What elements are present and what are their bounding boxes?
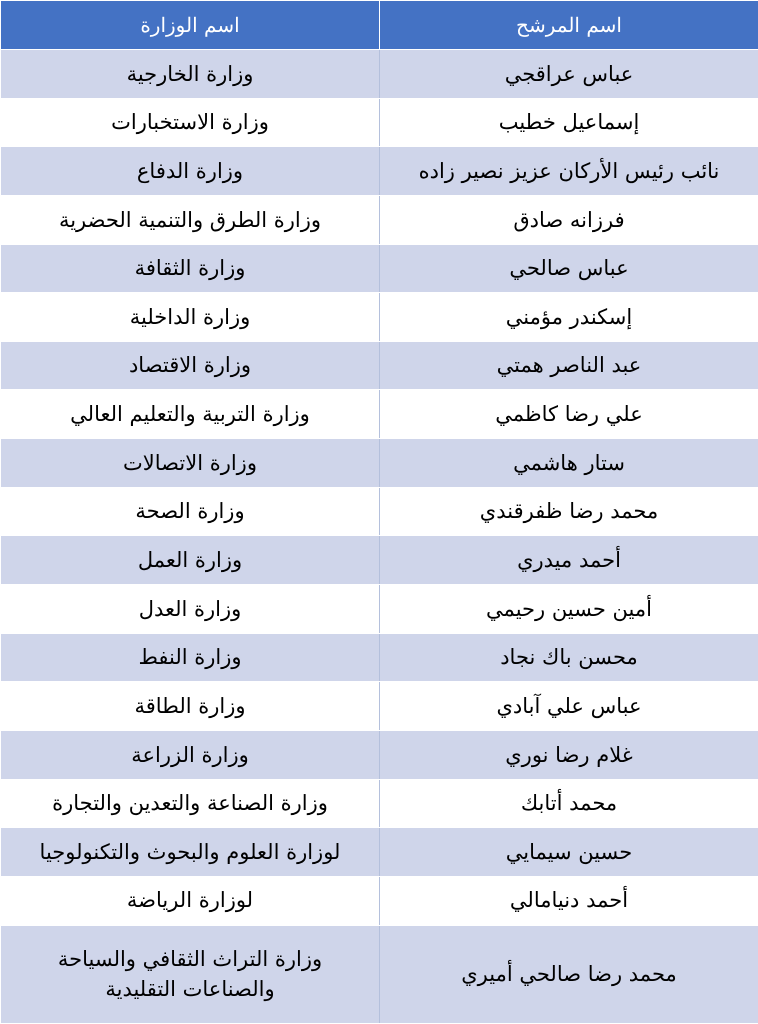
table-row: [1, 439, 758, 488]
header-ministry-name: اسم الوزارة: [1, 1, 380, 50]
ministry-cell: وزارة الخارجية: [1, 50, 380, 99]
ministry-cell: وزارة الثقافة: [1, 244, 380, 293]
candidate-cell: محمد رضا ظفرقندي: [380, 487, 758, 536]
ministry-cell: وزارة الصحة: [1, 487, 380, 536]
candidate-cell: حسين سيمايي: [380, 828, 758, 877]
ministry-cell: وزارة الاتصالات: [1, 439, 380, 488]
candidate-cell: أحمد ميدري: [380, 536, 758, 585]
ministry-cell: وزارة العمل: [1, 536, 380, 585]
candidate-cell: عباس صالحي: [380, 244, 758, 293]
table-row: [1, 147, 758, 196]
ministry-cell: وزارة الدفاع: [1, 147, 380, 196]
table-row: [1, 633, 758, 682]
table-row: [1, 536, 758, 585]
candidate-cell: أحمد دنيامالي: [380, 876, 758, 925]
candidate-cell: عباس علي آبادي: [380, 682, 758, 731]
ministry-cell: وزارة الاستخبارات: [1, 98, 380, 147]
table-row: [1, 585, 758, 634]
ministry-cell: وزارة العدل: [1, 585, 380, 634]
ministry-cell: وزارة الاقتصاد: [1, 341, 380, 390]
candidate-cell: ستار هاشمي: [380, 439, 758, 488]
header-candidate-name: اسم المرشح: [380, 1, 758, 50]
ministry-cell: وزارة النفط: [1, 633, 380, 682]
ministry-cell: وزارة الطرق والتنمية الحضرية: [1, 195, 380, 244]
candidate-cell: غلام رضا نوري: [380, 730, 758, 779]
candidate-cell: فرزانه صادق: [380, 195, 758, 244]
ministry-cell: وزارة الزراعة: [1, 730, 380, 779]
candidate-cell: محمد رضا صالحي أميري: [380, 925, 758, 1023]
table-row: [1, 487, 758, 536]
ministry-cell: وزارة الطاقة: [1, 682, 380, 731]
table-row: [1, 925, 758, 1023]
table-row: [1, 50, 758, 99]
ministry-cell: لوزارة الرياضة: [1, 876, 380, 925]
table-row: [1, 341, 758, 390]
table-row: [1, 98, 758, 147]
candidate-cell: إسكندر مؤمني: [380, 293, 758, 342]
candidate-cell: عباس عراقجي: [380, 50, 758, 99]
candidate-cell: محسن باك نجاد: [380, 633, 758, 682]
ministry-cell: وزارة التربية والتعليم العالي: [1, 390, 380, 439]
table-row: [1, 293, 758, 342]
header-row: [1, 1, 758, 50]
candidate-cell: عبد الناصر همتي: [380, 341, 758, 390]
table-row: [1, 876, 758, 925]
table-row: [1, 779, 758, 828]
table-row: [1, 682, 758, 731]
ministry-cell: لوزارة العلوم والبحوث والتكنولوجيا: [1, 828, 380, 877]
table-body: [1, 50, 758, 1024]
candidate-cell: علي رضا كاظمي: [380, 390, 758, 439]
table-row: [1, 244, 758, 293]
ministry-cell: وزارة الصناعة والتعدين والتجارة: [1, 779, 380, 828]
table-row: [1, 195, 758, 244]
table-row: [1, 730, 758, 779]
ministry-cell: وزارة التراث الثقافي والسياحة والصناعات التقليدية: [1, 925, 380, 1023]
candidate-cell: إسماعيل خطيب: [380, 98, 758, 147]
table-row: [1, 828, 758, 877]
candidate-cell: محمد أتابك: [380, 779, 758, 828]
candidate-cell: أمين حسين رحيمي: [380, 585, 758, 634]
table-header: [1, 1, 758, 50]
candidate-cell: نائب رئيس الأركان عزيز نصير زاده: [380, 147, 758, 196]
ministry-cell: وزارة الداخلية: [1, 293, 380, 342]
table-row: [1, 390, 758, 439]
